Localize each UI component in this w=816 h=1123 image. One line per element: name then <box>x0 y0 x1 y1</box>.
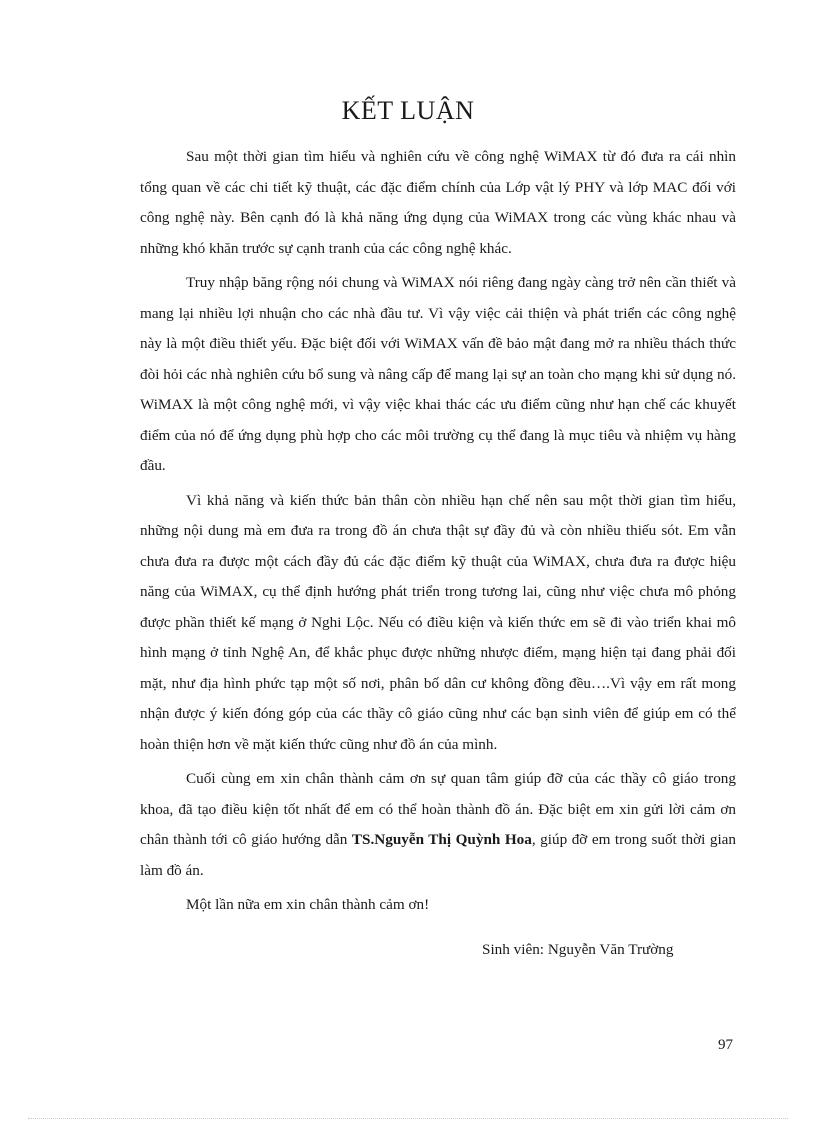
paragraph-2: Truy nhập băng rộng nói chung và WiMAX nói riêng đang ngày càng trở nên cần thiết và mang lại nhiều lợi nhuận cho các nhà đầu tư. Vì vậy việc cải thiện và phát triển các công nghệ này là một điều thiết yếu. Đặc biệt đối với WiMAX vấn đề bảo mật đang mở ra nhiều thách thức đòi hỏi các nhà nghiên cứu bổ sung và nâng cấp để mang lại sự an toàn cho mạng khi sử dụng nó. WiMAX là một công nghệ mới, vì vậy việc khai thác các ưu điểm cũng như hạn chế các khuyết điểm của nó để ứng dụng phù hợp cho các môi trường cụ thể đang là mục tiêu và nhiệm vụ hàng đầu. <box>140 274 736 474</box>
paragraph-4-text-end: , giúp đỡ em trong suốt thời gian làm đồ án. <box>140 831 736 879</box>
student-signature: Sinh viên: Nguyễn Văn Trường <box>482 941 674 958</box>
page-title: KẾT LUẬN <box>341 96 475 125</box>
page-number: 97 <box>718 1037 733 1053</box>
document-body <box>140 142 736 925</box>
paragraph-5: Một lần nữa em xin chân thành cảm ơn! <box>186 896 430 913</box>
paragraph-1: Sau một thời gian tìm hiểu và nghiên cứu về công nghệ WiMAX từ đó đưa ra cái nhìn tổng quan về các chi tiết kỹ thuật, các đặc điểm chính của Lớp vật lý PHY và lớp MAC đối với công nghệ này. Bên cạnh đó là khả năng ứng dụng của WiMAX trong các vùng khác nhau và những khó khăn trước sự cạnh tranh của các công nghệ khác. <box>140 148 736 257</box>
paragraph-3: Vì khả năng và kiến thức bản thân còn nhiều hạn chế nên sau một thời gian tìm hiểu, những nội dung mà em đưa ra trong đồ án chưa thật sự đầy đủ và còn nhiều thiếu sót. Em vẫn chưa đưa ra được một cách đầy đủ các đặc điểm kỹ thuật của WiMAX, chưa đưa ra được hiệu năng của WiMAX, cụ thể định hướng phát triển trong tương lai, cũng như việc chưa mô phỏng được phần thiết kế mạng ở Nghi Lộc. Nếu có điều kiện và kiến thức em sẽ đi vào triển khai mô hình mạng ở tỉnh Nghệ An, để khắc phục được những nhược điểm, mạng hiện tại đang phải đối mặt, như địa hình phức tạp một số nơi, phân bố dân cư không đồng đều….Vì vậy em rất mong nhận được ý kiến đóng góp của các thầy cô giáo cũng như các bạn sinh viên để giúp em có thể hoàn thiện hơn về mặt kiến thức cũng như đồ án của mình. <box>140 491 736 753</box>
page-bottom-divider <box>28 1118 788 1119</box>
advisor-name: TS.Nguyễn Thị Quỳnh Hoa <box>351 831 532 848</box>
paragraph-4-text-start: Cuối cùng em xin chân thành cảm ơn sự quan tâm giúp đỡ của các thầy cô giáo trong khoa, đã tạo điều kiện tốt nhất để em có thể hoàn thành đồ án. Đặc biệt em xin gửi lời cảm ơn chân thành tới cô giáo hướng dẫn <box>140 770 736 848</box>
paragraph-4 <box>140 764 736 886</box>
